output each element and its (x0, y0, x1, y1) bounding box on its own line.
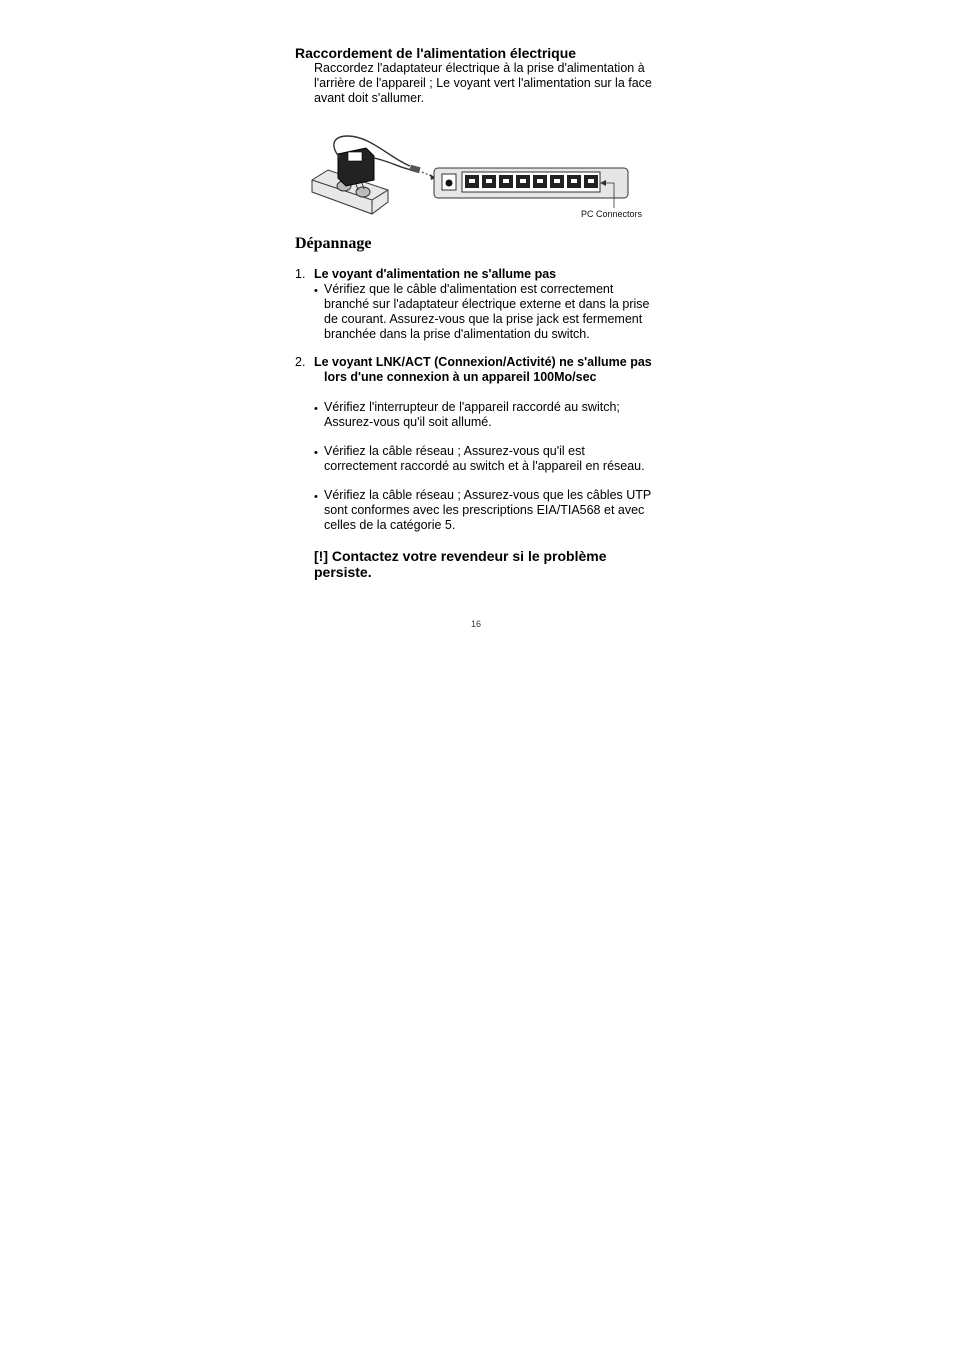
bullet-line: de courant. Assurez-vous que la prise jack est fermement (324, 312, 643, 326)
paragraph-line: avant doit s'allumer. (314, 91, 425, 105)
heading-line: Le voyant LNK/ACT (Connexion/Activité) ne s'allume pas (314, 355, 652, 369)
section-title-power: Raccordement de l'alimentation électrique (295, 45, 577, 61)
bullet-text (324, 444, 645, 474)
bullet-line: branché sur l'adaptateur électrique externe et dans la prise (324, 297, 650, 311)
switch-illustration (434, 168, 628, 208)
paragraph-line: l'arrière de l'appareil ; Le voyant vert l'alimentation sur la face (314, 76, 652, 90)
bullet-icon: • (314, 403, 318, 415)
heading-line: Le voyant d'alimentation ne s'allume pas (314, 267, 557, 281)
bullet-text (324, 488, 651, 533)
bullet-line: celles de la catégorie 5. (324, 518, 456, 532)
bullet-line: Vérifiez l'interrupteur de l'appareil raccordé au switch; (324, 400, 620, 414)
page-number: 16 (471, 619, 482, 629)
bullet-icon: • (314, 447, 318, 459)
bullet-line: correctement raccordé au switch et à l'appareil en réseau. (324, 459, 645, 473)
bullet-icon: • (314, 285, 318, 297)
bullet-icon: • (314, 491, 318, 503)
contact-line: [!] Contactez votre revendeur si le problème (314, 548, 607, 564)
bullet-text (324, 282, 650, 342)
section-title-troubleshooting: Dépannage (295, 235, 372, 252)
item-heading (314, 355, 652, 385)
heading-line: lors d'une connexion à un appareil 100Mo/sec (324, 370, 597, 384)
bullet-line: branchée dans la prise d'alimentation du switch. (324, 327, 590, 341)
contact-line: persiste. (314, 564, 372, 580)
bullet-line: Vérifiez la câble réseau ; Assurez-vous que les câbles UTP (324, 488, 652, 502)
item-number: 2. (295, 355, 306, 369)
power-adapter-illustration (334, 136, 436, 190)
bullet-line: Assurez-vous qu'il soit allumé. (324, 415, 492, 429)
power-paragraph (314, 61, 652, 106)
contact-note (314, 548, 607, 580)
bullet-line: sont conformes avec les prescriptions EIA/TIA568 et avec (324, 503, 645, 517)
switch-connection-figure (300, 128, 660, 223)
bullet-text (324, 400, 620, 430)
item-number: 1. (295, 267, 306, 281)
bullet-line: Vérifiez la câble réseau ; Assurez-vous qu'il est (324, 444, 585, 458)
pc-connectors-label: PC Connectors (581, 209, 643, 219)
item-heading (314, 267, 556, 282)
bullet-line: Vérifiez que le câble d'alimentation est correctement (324, 282, 614, 296)
paragraph-line: Raccordez l'adaptateur électrique à la prise d'alimentation à (314, 61, 645, 75)
